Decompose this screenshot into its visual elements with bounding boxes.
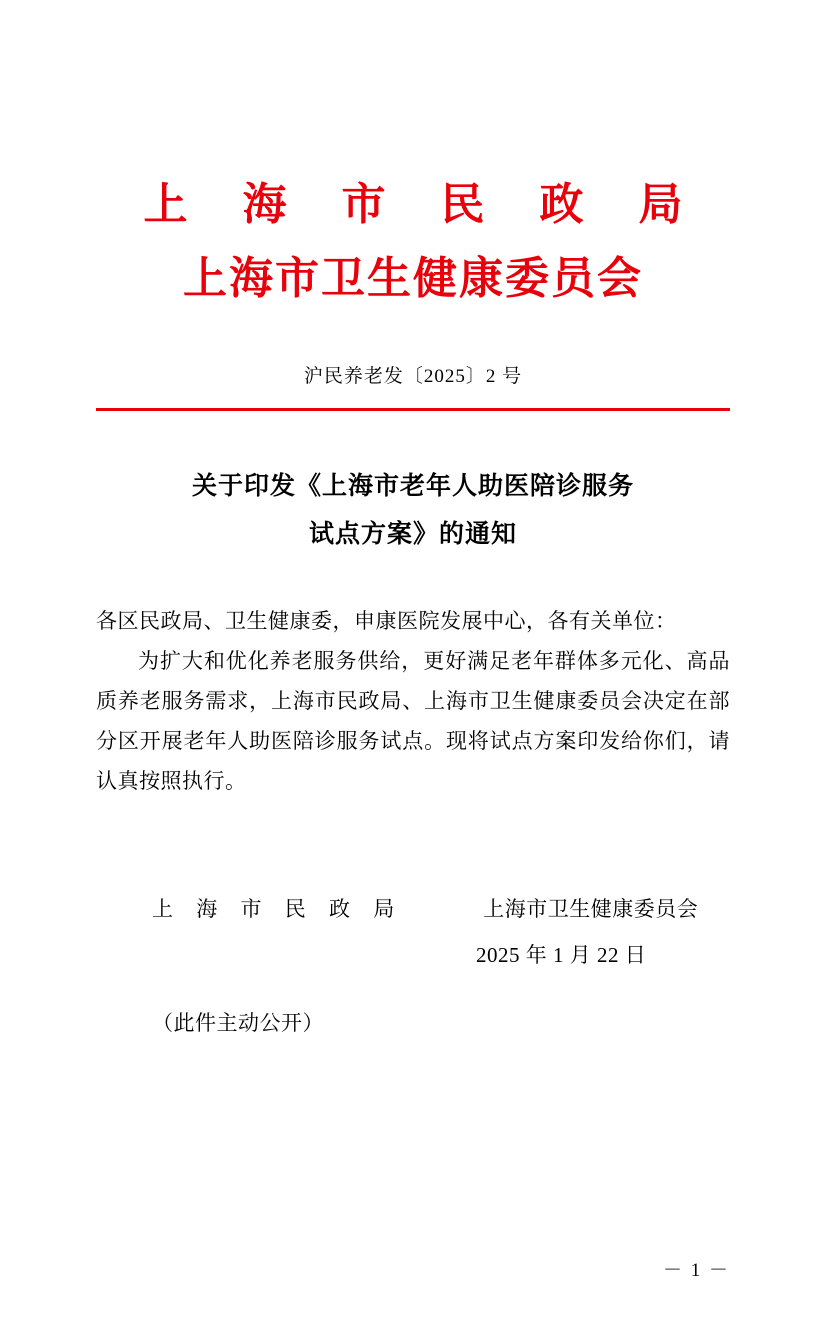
signature-date: 2025 年 1 月 22 日 xyxy=(476,943,647,967)
signature-block xyxy=(96,889,730,929)
page-title-line-2: 试点方案》的通知 xyxy=(308,521,517,548)
page-number: － 1 － xyxy=(662,1260,730,1281)
red-divider-rule xyxy=(96,408,730,411)
page-title xyxy=(96,463,730,559)
body-paragraph-1: 为扩大和优化养老服务供给，更好满足老年群体多元化、高品质养老服务需求，上海市民政局、上海市卫生健康委员会决定在部分区开展老年人助医陪诊服务试点。现将试点方案印发给你们，请认真按照执行。 xyxy=(96,649,730,793)
masthead xyxy=(96,175,730,309)
disclosure-note: （此件主动公开） xyxy=(152,1011,324,1035)
masthead-line-health-commission: 上海市卫生健康委员会 xyxy=(183,254,643,303)
signature-issuer-health-commission: 上海市卫生健康委员会 xyxy=(483,897,699,921)
signature-issuer-civil-affairs: 上 海 市 民 政 局 xyxy=(152,897,404,921)
signature-date-row xyxy=(96,935,730,975)
page-title-line-1: 关于印发《上海市老年人助医陪诊服务 xyxy=(191,473,634,500)
salutation: 各区民政局、卫生健康委，申康医院发展中心，各有关单位： xyxy=(96,609,677,633)
document-number: 沪民养老发〔2025〕2 号 xyxy=(303,366,523,387)
masthead-line-civil-affairs: 上 海 市 民 政 局 xyxy=(143,180,705,229)
